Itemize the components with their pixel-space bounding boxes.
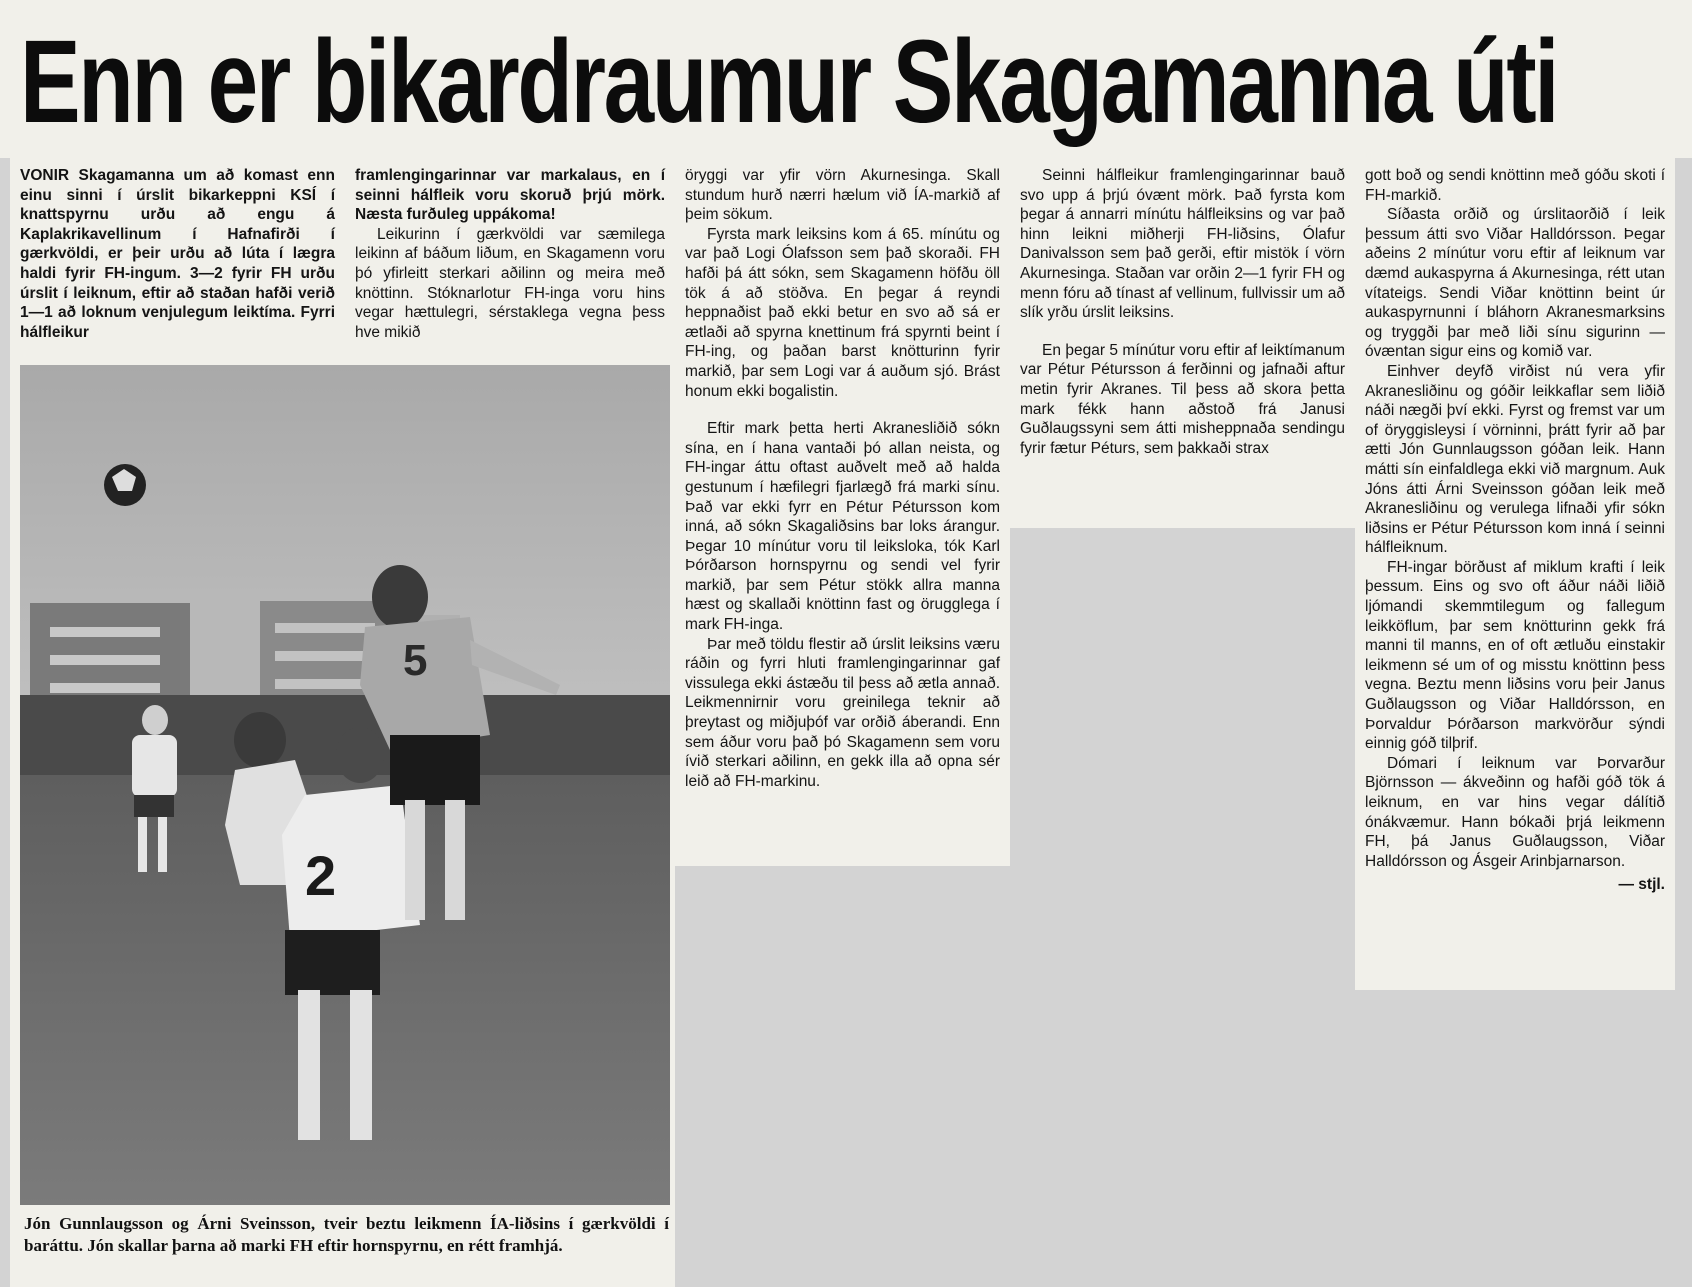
paragraph: Einhver deyfð virðist nú vera yfir Akranesliðinu og góðir leikkaflar sem liðið náði nægði því ekki. Fyrst og fremst var um of öryggisleysi í vörninni, þrátt fyrir að þar ætti Jón Gunnlaugsson góðan leik. Hann mátti sín einfaldlega ekki við margnum. Auk Jóns átti Árni Sveinsson góðan leik með Akranesliðinu og verulega lifnaði yfir sókn liðsins er Pétur Pétursson kom inná í seinni hálfleiknum. — [1365, 362, 1665, 557]
paragraph: Síðasta orðið og úrslitaorðið í leik þessum átti svo Viðar Halldórsson. Þegar aðeins 2 mínútur voru eftir af leiknum var dæmd aukaspyrna á Akurnesinga, rétt utan vítateigs. Sendi Viðar knöttinn beint úr aukaspyrnunni í bláhorn Akranesmarksins og tryggði þar með liði sínu sigurinn — óvæntan sigur eins og komið var. — [1365, 206, 1665, 361]
article-column-2 — [345, 158, 675, 368]
paragraph: framlengingarinnar var markalaus, en í seinni hálfleik voru skoruð þrjú mörk. Næsta furðuleg uppákoma! — [355, 167, 665, 224]
article-column-1 — [10, 158, 345, 368]
headline-band — [0, 0, 1692, 158]
paragraph: Leikurinn í gærkvöldi var sæmilega leikinn af báðum liðum, en Skagamenn voru þó yfirleitt sterkari aðilinn og meira með knöttinn. Stóknarlotur FH-inga voru hins vegar hættulegri, sérstaklega vegna þess hve mikið — [355, 225, 665, 341]
article-column-4 — [1010, 158, 1355, 528]
paragraph: Eftir mark þetta herti Akranesliðið sókn sína, en í hana vantaði þó allan neista, og FH-ingar áttu oftast auðvelt með að halda gestunum í hæfilegri fjarlægð frá marki sínu. Það var ekki fyrr en Pétur Pétursson kom inná, að sókn Skagaliðsins bar loks árangur. Þegar 10 mínútur voru til leiksloka, tók Karl Þórðarson hornspyrnu og sendi vel fyrir markið, þar sem Pétur stökk allra manna hæst og skallaði knöttinn fast og örugglega í mark FH-inga. — [685, 420, 1000, 634]
paragraph: Fyrsta mark leiksins kom á 65. mínútu og var það Logi Ólafsson sem það skoraði. FH hafði þá átt sókn, sem Skagamenn höfðu öll tök á að stöðva. En þegar á reyndi heppnaðist það ekki betur en svo að sá er ætlaði að spyrna knettinum frá spyrnti beint í FH-ing, og þaðan barst knötturinn fyrir markið, þar sem Logi var á auðum sjó. Brást honum ekki bogalistin. — [685, 225, 1000, 400]
paragraph: Dómari í leiknum var Þorvarður Björnsson — ákveðinn og hafði góð tök á leiknum, en var hins vegar dálítið ónákvæmur. Hann bókaði þrjá leikmenn FH, þá Janus Guðlaugsson, Viðar Halldórsson og Ásgeir Arinbjarnarson. — [1365, 754, 1665, 870]
paragraph: FH-ingar börðust af miklum krafti í leik þessum. Eins og svo oft áður náði liðið ljómandi skemmtilegum og fallegum leikköflum, þar sem knötturinn gekk frá manni til manns, en of oft ætluðu einstakir leikmenn sé um of og misstu knöttinn þess vegna. Beztu menn liðsins voru þeir Janus Guðlaugsson og Viðar Halldórsson, en Þorvaldur Þórðarson markvörður sýndi einnig góð tilþrif. — [1365, 558, 1665, 753]
lead-paragraph: VONIR Skagamanna um að komast enn einu sinni í úrslit bikarkeppni KSÍ í knattspyrnu urðu að engu á Kaplakrikavellinum í Hafnafirði í gærkvöldi, er þeir urðu að lúta í lægra haldi fyrir FH-ingum. 3—2 fyrir FH urðu úrslit í leiknum, eftir að staðan hafði verið 1—1 að loknum venjulegum leiktíma. Fyrri hálfleikur — [20, 167, 335, 341]
article-column-5 — [1355, 158, 1675, 990]
article-column-3 — [675, 158, 1010, 866]
jersey-number-5: 5 — [403, 636, 428, 685]
paragraph: öryggi var yfir vörn Akurnesinga. Skall stundum hurð nærri hælum við ÍA-markið af þeim sökum. — [685, 167, 1000, 224]
jersey-number-2: 2 — [305, 844, 337, 907]
match-photo — [20, 365, 670, 1205]
headline: Enn er bikardraumur Skagamanna úti — [20, 16, 1558, 148]
paragraph: En þegar 5 mínútur voru eftir af leiktímanum var Pétur Pétursson á ferðinni og jafnaði aftur metin fyrir Akranes. Til þess að skora þetta mark fékk hann aðstoð frá Janusi Guðlaugssyni sem átti misheppnaða sendingu fyrir fætur Péturs, sem þakkaði strax — [1020, 341, 1345, 457]
paragraph: Þar með töldu flestir að úrslit leiksins væru ráðin og fyrri hluti framlengingarinnar gaf vissulega ekki ástæðu til þess að ætla annað. Leikmennirnir voru greinilega teknir að þreytast og miðjuþóf var orðið áberandi. Enn sem áður voru það þó Skagamenn sem voru ívið sterkari aðilinn, en gekk illa að opna sér leið að FH-markinu. — [685, 635, 1000, 790]
photo-block — [10, 365, 675, 1287]
author-signoff: — stjl. — [1618, 876, 1665, 894]
paragraph: gott boð og sendi knöttinn með góðu skoti í FH-markið. — [1365, 167, 1665, 204]
paragraph: Seinni hálfleikur framlengingarinnar bauð svo upp á þrjú óvænt mörk. Það fyrsta kom þegar á annarri mínútu hálfleiksins og var það hinn leikni miðherji FH-liðsins, Ólafur Danivalsson sem það gerði, eftir mistök í vörn Akurnesinga. Staðan var orðin 2—1 fyrir FH og menn fóru að tínast af vellinum, fullvissir um að slík yrðu úrslit leiksins. — [1020, 167, 1345, 322]
photo-caption: Jón Gunnlaugsson og Árni Sveinsson, tveir beztu leikmenn ÍA-liðsins í gærkvöldi í baráttu. Jón skallar þarna að marki FH eftir hornspyrnu, en rétt framhjá. — [24, 1214, 669, 1255]
